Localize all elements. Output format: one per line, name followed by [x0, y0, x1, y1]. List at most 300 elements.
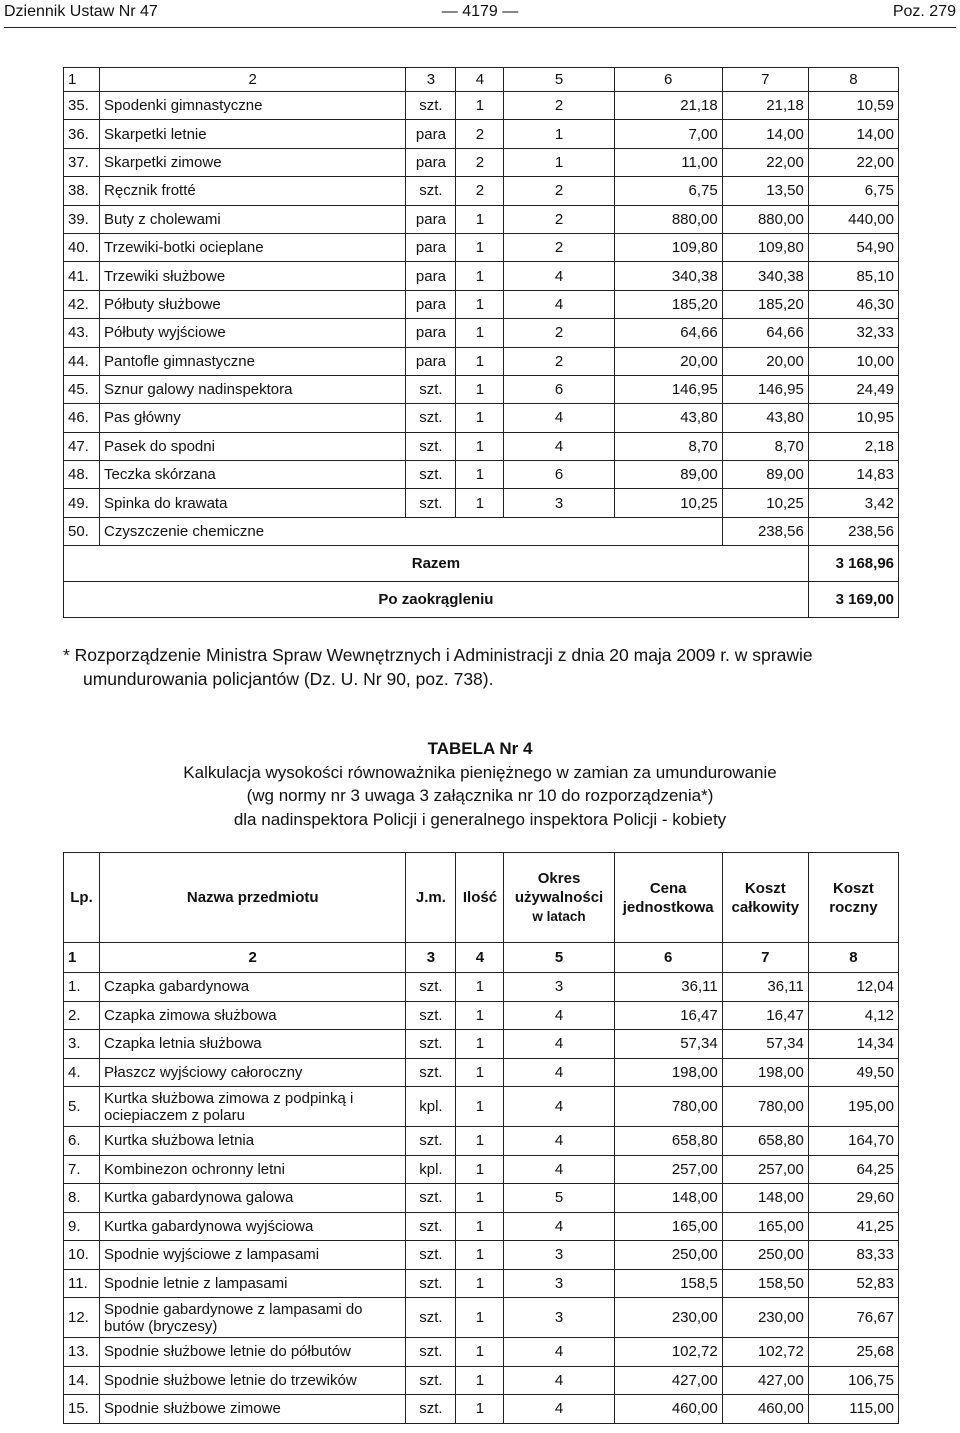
cell-quantity: 1: [456, 92, 504, 120]
cell-unit: para: [406, 233, 456, 261]
cell-unit: para: [406, 290, 456, 318]
journal-name: Dziennik Ustaw Nr 47: [4, 3, 158, 20]
cell-unit-price: 7,00: [614, 120, 722, 148]
cell-unit-price: 43,80: [614, 404, 722, 432]
cell-total-cost: 8,70: [722, 432, 808, 460]
cell-total-cost: 158,50: [722, 1269, 808, 1298]
table-row: [64, 1395, 899, 1424]
cell-period: 3: [504, 1298, 614, 1338]
cell-lp: 41.: [64, 262, 100, 290]
cell-quantity: 2: [456, 120, 504, 148]
cell-annual-cost: 24,49: [808, 375, 898, 403]
cell-quantity: 1: [456, 404, 504, 432]
cell-name: Półbuty wyjściowe: [100, 319, 406, 347]
cell-unit: szt.: [406, 1184, 456, 1213]
cell-annual-cost: 12,04: [808, 973, 898, 1002]
total-row-label: Razem: [64, 546, 809, 582]
table-4-subtitle-2: (wg normy nr 3 uwaga 3 załącznika nr 10 do rozporządzenia*): [246, 786, 714, 805]
cell-name: Kurtka służbowa letnia: [100, 1127, 406, 1156]
cell-period: 4: [504, 432, 614, 460]
cell-quantity: 1: [456, 1030, 504, 1059]
cell-unit: szt.: [406, 1030, 456, 1059]
cell-lp: 2.: [64, 1001, 100, 1030]
cell-unit: para: [406, 148, 456, 176]
cell-quantity: 1: [456, 1184, 504, 1213]
cell-unit: szt.: [406, 1241, 456, 1270]
position-number: Poz. 279: [892, 3, 956, 20]
table-continued: [63, 67, 899, 618]
table-row: [64, 1127, 899, 1156]
cell-total-cost: 43,80: [722, 404, 808, 432]
cell-name: Spinka do krawata: [100, 489, 406, 517]
cell-total-cost: 64,66: [722, 319, 808, 347]
table-row: [64, 1058, 899, 1087]
cell-unit-price: 198,00: [614, 1058, 722, 1087]
cell-unit: para: [406, 319, 456, 347]
cell-lp: 13.: [64, 1338, 100, 1367]
cell-annual-cost: 29,60: [808, 1184, 898, 1213]
cell-quantity: 1: [456, 205, 504, 233]
cell-total-cost: 165,00: [722, 1212, 808, 1241]
cell-lp: 11.: [64, 1269, 100, 1298]
cell-unit: szt.: [406, 1127, 456, 1156]
cell-period: 5: [504, 1184, 614, 1213]
table-row: [64, 404, 899, 432]
cell-unit: szt.: [406, 1058, 456, 1087]
column-number: 8: [808, 943, 898, 973]
table-row: [64, 233, 899, 261]
cell-total-cost: 20,00: [722, 347, 808, 375]
cell-annual-cost: 3,42: [808, 489, 898, 517]
header-quantity: Ilość: [456, 853, 504, 943]
cell-unit-price: 185,20: [614, 290, 722, 318]
cell-name: Kurtka służbowa zimowa z podpinką i ociepiaczem z polaru: [100, 1087, 406, 1127]
cell-period: 4: [504, 1001, 614, 1030]
cell-unit-price: 8,70: [614, 432, 722, 460]
cell-period: 4: [504, 1030, 614, 1059]
column-number: 8: [808, 68, 898, 92]
cell-lp: 9.: [64, 1212, 100, 1241]
cell-unit-price: 6,75: [614, 177, 722, 205]
header-annual-cost: Koszt roczny: [808, 853, 898, 943]
cell-unit: szt.: [406, 489, 456, 517]
cell-quantity: 1: [456, 233, 504, 261]
table-row: [64, 1241, 899, 1270]
cell-total-cost: 658,80: [722, 1127, 808, 1156]
cell-total-cost: 148,00: [722, 1184, 808, 1213]
cell-unit-price: 64,66: [614, 319, 722, 347]
cell-unit: szt.: [406, 1298, 456, 1338]
cell-name: Spodenki gimnastyczne: [100, 92, 406, 120]
cell-total-cost: 36,11: [722, 973, 808, 1002]
cell-unit: kpl.: [406, 1087, 456, 1127]
cell-annual-cost: 10,59: [808, 92, 898, 120]
cell-unit: kpl.: [406, 1155, 456, 1184]
cell-unit: szt.: [406, 1269, 456, 1298]
cell-annual-cost: 83,33: [808, 1241, 898, 1270]
cell-period: 4: [504, 1058, 614, 1087]
header-usage-period-main: Okres używalności: [514, 870, 604, 906]
cell-lp: 35.: [64, 92, 100, 120]
cell-unit: szt.: [406, 1395, 456, 1424]
cell-annual-cost: 64,25: [808, 1155, 898, 1184]
cell-quantity: 1: [456, 1338, 504, 1367]
cell-annual-cost: 52,83: [808, 1269, 898, 1298]
cell-unit-price: 10,25: [614, 489, 722, 517]
cell-name: Spodnie służbowe zimowe: [100, 1395, 406, 1424]
cell-unit: szt.: [406, 1001, 456, 1030]
header-unit-price: Cena jednostkowa: [614, 853, 722, 943]
table-row: [64, 1366, 899, 1395]
cell-total-cost: 10,25: [722, 489, 808, 517]
page-number: — 4179 —: [441, 3, 519, 20]
cell-unit-price: 21,18: [614, 92, 722, 120]
cell-period: 4: [504, 1127, 614, 1156]
header-lp: Lp.: [64, 853, 100, 943]
cell-quantity: 1: [456, 432, 504, 460]
cell-annual-cost: 54,90: [808, 233, 898, 261]
cell-total-cost: 13,50: [722, 177, 808, 205]
table-row: [64, 290, 899, 318]
table-row: [64, 92, 899, 120]
table-row: [64, 120, 899, 148]
cell-period: 4: [504, 1366, 614, 1395]
cell-name: Buty z cholewami: [100, 205, 406, 233]
cell-quantity: 1: [456, 489, 504, 517]
table-4-heading: [0, 737, 960, 831]
column-number: 3: [406, 68, 456, 92]
rounded-total-row-value: 3 169,00: [808, 582, 898, 618]
cell-lp: 7.: [64, 1155, 100, 1184]
cell-lp: 15.: [64, 1395, 100, 1424]
cell-name: Kurtka gabardynowa galowa: [100, 1184, 406, 1213]
cell-period: 4: [504, 1155, 614, 1184]
cell-unit: szt.: [406, 432, 456, 460]
cell-lp: 38.: [64, 177, 100, 205]
cell-annual-cost: 115,00: [808, 1395, 898, 1424]
table-4: [63, 852, 899, 1424]
cell-annual-cost: 164,70: [808, 1127, 898, 1156]
table-row: [64, 319, 899, 347]
cell-unit: szt.: [406, 404, 456, 432]
header-usage-period: [504, 853, 614, 943]
cell-unit: para: [406, 262, 456, 290]
cell-unit-price: 165,00: [614, 1212, 722, 1241]
cell-annual-cost: 195,00: [808, 1087, 898, 1127]
cell-total-cost: 146,95: [722, 375, 808, 403]
table-row: [64, 432, 899, 460]
cell-unit-price: 16,47: [614, 1001, 722, 1030]
rounded-total-row-label: Po zaokrągleniu: [64, 582, 809, 618]
cell-unit-price: 148,00: [614, 1184, 722, 1213]
cell-period: 3: [504, 1241, 614, 1270]
cell-total-cost: 460,00: [722, 1395, 808, 1424]
table-row: [64, 1001, 899, 1030]
cell-name: Sznur galowy nadinspektora: [100, 375, 406, 403]
cell-total-cost: 14,00: [722, 120, 808, 148]
table-4-subtitle-1: Kalkulacja wysokości równoważnika pieniężnego w zamian za umundurowanie: [183, 762, 777, 782]
cell-unit: para: [406, 347, 456, 375]
table-row: [64, 973, 899, 1002]
cell-period: 2: [504, 92, 614, 120]
cell-unit: szt.: [406, 1338, 456, 1367]
cell-unit-price: 146,95: [614, 375, 722, 403]
cell-name: Czapka gabardynowa: [100, 973, 406, 1002]
cell-quantity: 1: [456, 1366, 504, 1395]
table-row: [64, 1184, 899, 1213]
column-number: 6: [614, 68, 722, 92]
table-row: [64, 1298, 899, 1338]
cell-quantity: 1: [456, 1155, 504, 1184]
cell-unit-price: 460,00: [614, 1395, 722, 1424]
cell-period: 4: [504, 1212, 614, 1241]
cell-unit: szt.: [406, 1212, 456, 1241]
cell-annual-cost: 41,25: [808, 1212, 898, 1241]
cell-period: 4: [504, 290, 614, 318]
cell-name: Spodnie służbowe letnie do trzewików: [100, 1366, 406, 1395]
cell-annual-cost: 85,10: [808, 262, 898, 290]
cell-period: 3: [504, 1269, 614, 1298]
cell-unit-price: 36,11: [614, 973, 722, 1002]
footnote-line-2: umundurowania policjantów (Dz. U. Nr 90, poz. 738).: [83, 669, 494, 689]
cell-unit-price: 257,00: [614, 1155, 722, 1184]
cell-name: Czapka zimowa służbowa: [100, 1001, 406, 1030]
cell-annual-cost: 4,12: [808, 1001, 898, 1030]
cell-lp: 39.: [64, 205, 100, 233]
cell-annual-cost: 32,33: [808, 319, 898, 347]
cell-period: 4: [504, 1395, 614, 1424]
cell-name: Spodnie gabardynowe z lampasami do butów (bryczesy): [100, 1298, 406, 1338]
cell-lp: 10.: [64, 1241, 100, 1270]
column-number: 2: [100, 943, 406, 973]
cell-unit-price: 427,00: [614, 1366, 722, 1395]
cell-period: 2: [504, 205, 614, 233]
cell-annual-cost: 14,34: [808, 1030, 898, 1059]
cell-unit-price: 11,00: [614, 148, 722, 176]
cell-lp: 1.: [64, 973, 100, 1002]
cell-lp: 46.: [64, 404, 100, 432]
header-total-cost: Koszt całkowity: [722, 853, 808, 943]
column-number: 5: [504, 943, 614, 973]
cell-total-cost: 427,00: [722, 1366, 808, 1395]
cell-lp: 4.: [64, 1058, 100, 1087]
cell-name: Trzewiki-botki ocieplane: [100, 233, 406, 261]
cell-quantity: 1: [456, 347, 504, 375]
table-row: [64, 517, 899, 545]
table-row: [64, 205, 899, 233]
cell-name: Czyszczenie chemiczne: [100, 517, 723, 545]
table-row: [64, 347, 899, 375]
cell-annual-cost: 49,50: [808, 1058, 898, 1087]
cell-unit-price: 658,80: [614, 1127, 722, 1156]
cell-annual-cost: 106,75: [808, 1366, 898, 1395]
cell-quantity: 1: [456, 1001, 504, 1030]
table-4-title: TABELA Nr 4: [427, 739, 533, 758]
cell-period: 3: [504, 489, 614, 517]
cell-period: 1: [504, 148, 614, 176]
cell-unit-price: 89,00: [614, 461, 722, 489]
cell-name: Pasek do spodni: [100, 432, 406, 460]
cell-lp: 6.: [64, 1127, 100, 1156]
cell-total-cost: 780,00: [722, 1087, 808, 1127]
cell-annual-cost: 14,00: [808, 120, 898, 148]
cell-unit-price: 340,38: [614, 262, 722, 290]
cell-lp: 44.: [64, 347, 100, 375]
cell-name: Półbuty służbowe: [100, 290, 406, 318]
cell-quantity: 2: [456, 177, 504, 205]
cell-lp: 5.: [64, 1087, 100, 1127]
cell-name: Czapka letnia służbowa: [100, 1030, 406, 1059]
cell-annual-cost: 440,00: [808, 205, 898, 233]
cell-name: Skarpetki letnie: [100, 120, 406, 148]
table-row: [64, 1030, 899, 1059]
cell-annual-cost: 238,56: [808, 517, 898, 545]
cell-lp: 37.: [64, 148, 100, 176]
cell-annual-cost: 10,00: [808, 347, 898, 375]
cell-annual-cost: 2,18: [808, 432, 898, 460]
column-number-row: [64, 943, 899, 973]
cell-total-cost: 340,38: [722, 262, 808, 290]
footnote-line-1: * Rozporządzenie Ministra Spraw Wewnętrznych i Administracji z dnia 20 maja 2009 r. w sprawie: [63, 645, 813, 665]
cell-period: 4: [504, 1087, 614, 1127]
cell-name: Skarpetki zimowe: [100, 148, 406, 176]
cell-name: Kurtka gabardynowa wyjściowa: [100, 1212, 406, 1241]
cell-name: Spodnie służbowe letnie do półbutów: [100, 1338, 406, 1367]
table-row: [64, 1087, 899, 1127]
cell-unit: szt.: [406, 177, 456, 205]
cell-unit-price: 880,00: [614, 205, 722, 233]
cell-lp: 48.: [64, 461, 100, 489]
cell-period: 3: [504, 973, 614, 1002]
cell-name: Pas główny: [100, 404, 406, 432]
cell-lp: 42.: [64, 290, 100, 318]
cell-period: 4: [504, 404, 614, 432]
cell-total-cost: 238,56: [722, 517, 808, 545]
total-row: [64, 546, 899, 582]
cell-annual-cost: 46,30: [808, 290, 898, 318]
cell-quantity: 1: [456, 1269, 504, 1298]
footnote: [63, 643, 903, 691]
cell-lp: 47.: [64, 432, 100, 460]
cell-name: Spodnie letnie z lampasami: [100, 1269, 406, 1298]
cell-quantity: 1: [456, 1127, 504, 1156]
table-row: [64, 148, 899, 176]
cell-quantity: 1: [456, 1241, 504, 1270]
cell-quantity: 1: [456, 262, 504, 290]
cell-total-cost: 198,00: [722, 1058, 808, 1087]
column-number: 7: [722, 943, 808, 973]
column-number: 4: [456, 943, 504, 973]
cell-total-cost: 250,00: [722, 1241, 808, 1270]
cell-lp: 8.: [64, 1184, 100, 1213]
column-number: 6: [614, 943, 722, 973]
cell-unit: para: [406, 205, 456, 233]
cell-quantity: 1: [456, 1298, 504, 1338]
cell-period: 4: [504, 262, 614, 290]
cell-unit-price: 109,80: [614, 233, 722, 261]
cell-annual-cost: 22,00: [808, 148, 898, 176]
table-row: [64, 375, 899, 403]
cell-lp: 14.: [64, 1366, 100, 1395]
cell-unit-price: 102,72: [614, 1338, 722, 1367]
table-row: [64, 262, 899, 290]
total-row-value: 3 168,96: [808, 546, 898, 582]
cell-name: Kombinezon ochronny letni: [100, 1155, 406, 1184]
cell-lp: 43.: [64, 319, 100, 347]
cell-unit: szt.: [406, 461, 456, 489]
table-4-subtitle-3: dla nadinspektora Policji i generalnego inspektora Policji - kobiety: [233, 809, 727, 829]
cell-lp: 12.: [64, 1298, 100, 1338]
cell-total-cost: 57,34: [722, 1030, 808, 1059]
cell-unit: szt.: [406, 1366, 456, 1395]
cell-annual-cost: 25,68: [808, 1338, 898, 1367]
column-number: 2: [100, 68, 406, 92]
cell-total-cost: 89,00: [722, 461, 808, 489]
cell-unit: szt.: [406, 92, 456, 120]
table-row: [64, 489, 899, 517]
cell-quantity: 1: [456, 375, 504, 403]
cell-name: Trzewiki służbowe: [100, 262, 406, 290]
cell-quantity: 1: [456, 1087, 504, 1127]
cell-quantity: 1: [456, 319, 504, 347]
cell-lp: 40.: [64, 233, 100, 261]
cell-quantity: 1: [456, 290, 504, 318]
cell-period: 2: [504, 347, 614, 375]
cell-name: Ręcznik frotté: [100, 177, 406, 205]
cell-annual-cost: 6,75: [808, 177, 898, 205]
cell-name: Pantofle gimnastyczne: [100, 347, 406, 375]
header-name: Nazwa przedmiotu: [100, 853, 406, 943]
cell-period: 2: [504, 177, 614, 205]
cell-unit-price: 250,00: [614, 1241, 722, 1270]
cell-total-cost: 109,80: [722, 233, 808, 261]
cell-name: Teczka skórzana: [100, 461, 406, 489]
table-row: [64, 1269, 899, 1298]
column-number: 4: [456, 68, 504, 92]
column-number: 5: [504, 68, 614, 92]
table-row: [64, 1212, 899, 1241]
cell-lp: 3.: [64, 1030, 100, 1059]
rounded-total-row: [64, 582, 899, 618]
cell-lp: 36.: [64, 120, 100, 148]
cell-unit: szt.: [406, 375, 456, 403]
cell-quantity: 1: [456, 461, 504, 489]
cell-unit-price: 57,34: [614, 1030, 722, 1059]
cell-quantity: 1: [456, 1395, 504, 1424]
cell-lp: 49.: [64, 489, 100, 517]
cell-total-cost: 16,47: [722, 1001, 808, 1030]
cell-total-cost: 22,00: [722, 148, 808, 176]
cell-total-cost: 185,20: [722, 290, 808, 318]
cell-unit-price: 230,00: [614, 1298, 722, 1338]
cell-period: 6: [504, 461, 614, 489]
cell-total-cost: 880,00: [722, 205, 808, 233]
cell-unit: para: [406, 120, 456, 148]
cell-annual-cost: 10,95: [808, 404, 898, 432]
cell-total-cost: 21,18: [722, 92, 808, 120]
column-number: 3: [406, 943, 456, 973]
cell-unit-price: 20,00: [614, 347, 722, 375]
cell-quantity: 2: [456, 148, 504, 176]
table-row: [64, 1338, 899, 1367]
cell-annual-cost: 76,67: [808, 1298, 898, 1338]
table-row: [64, 461, 899, 489]
cell-total-cost: 102,72: [722, 1338, 808, 1367]
table-row: [64, 1155, 899, 1184]
cell-period: 2: [504, 233, 614, 261]
column-number-row: [64, 68, 899, 92]
cell-quantity: 1: [456, 1058, 504, 1087]
